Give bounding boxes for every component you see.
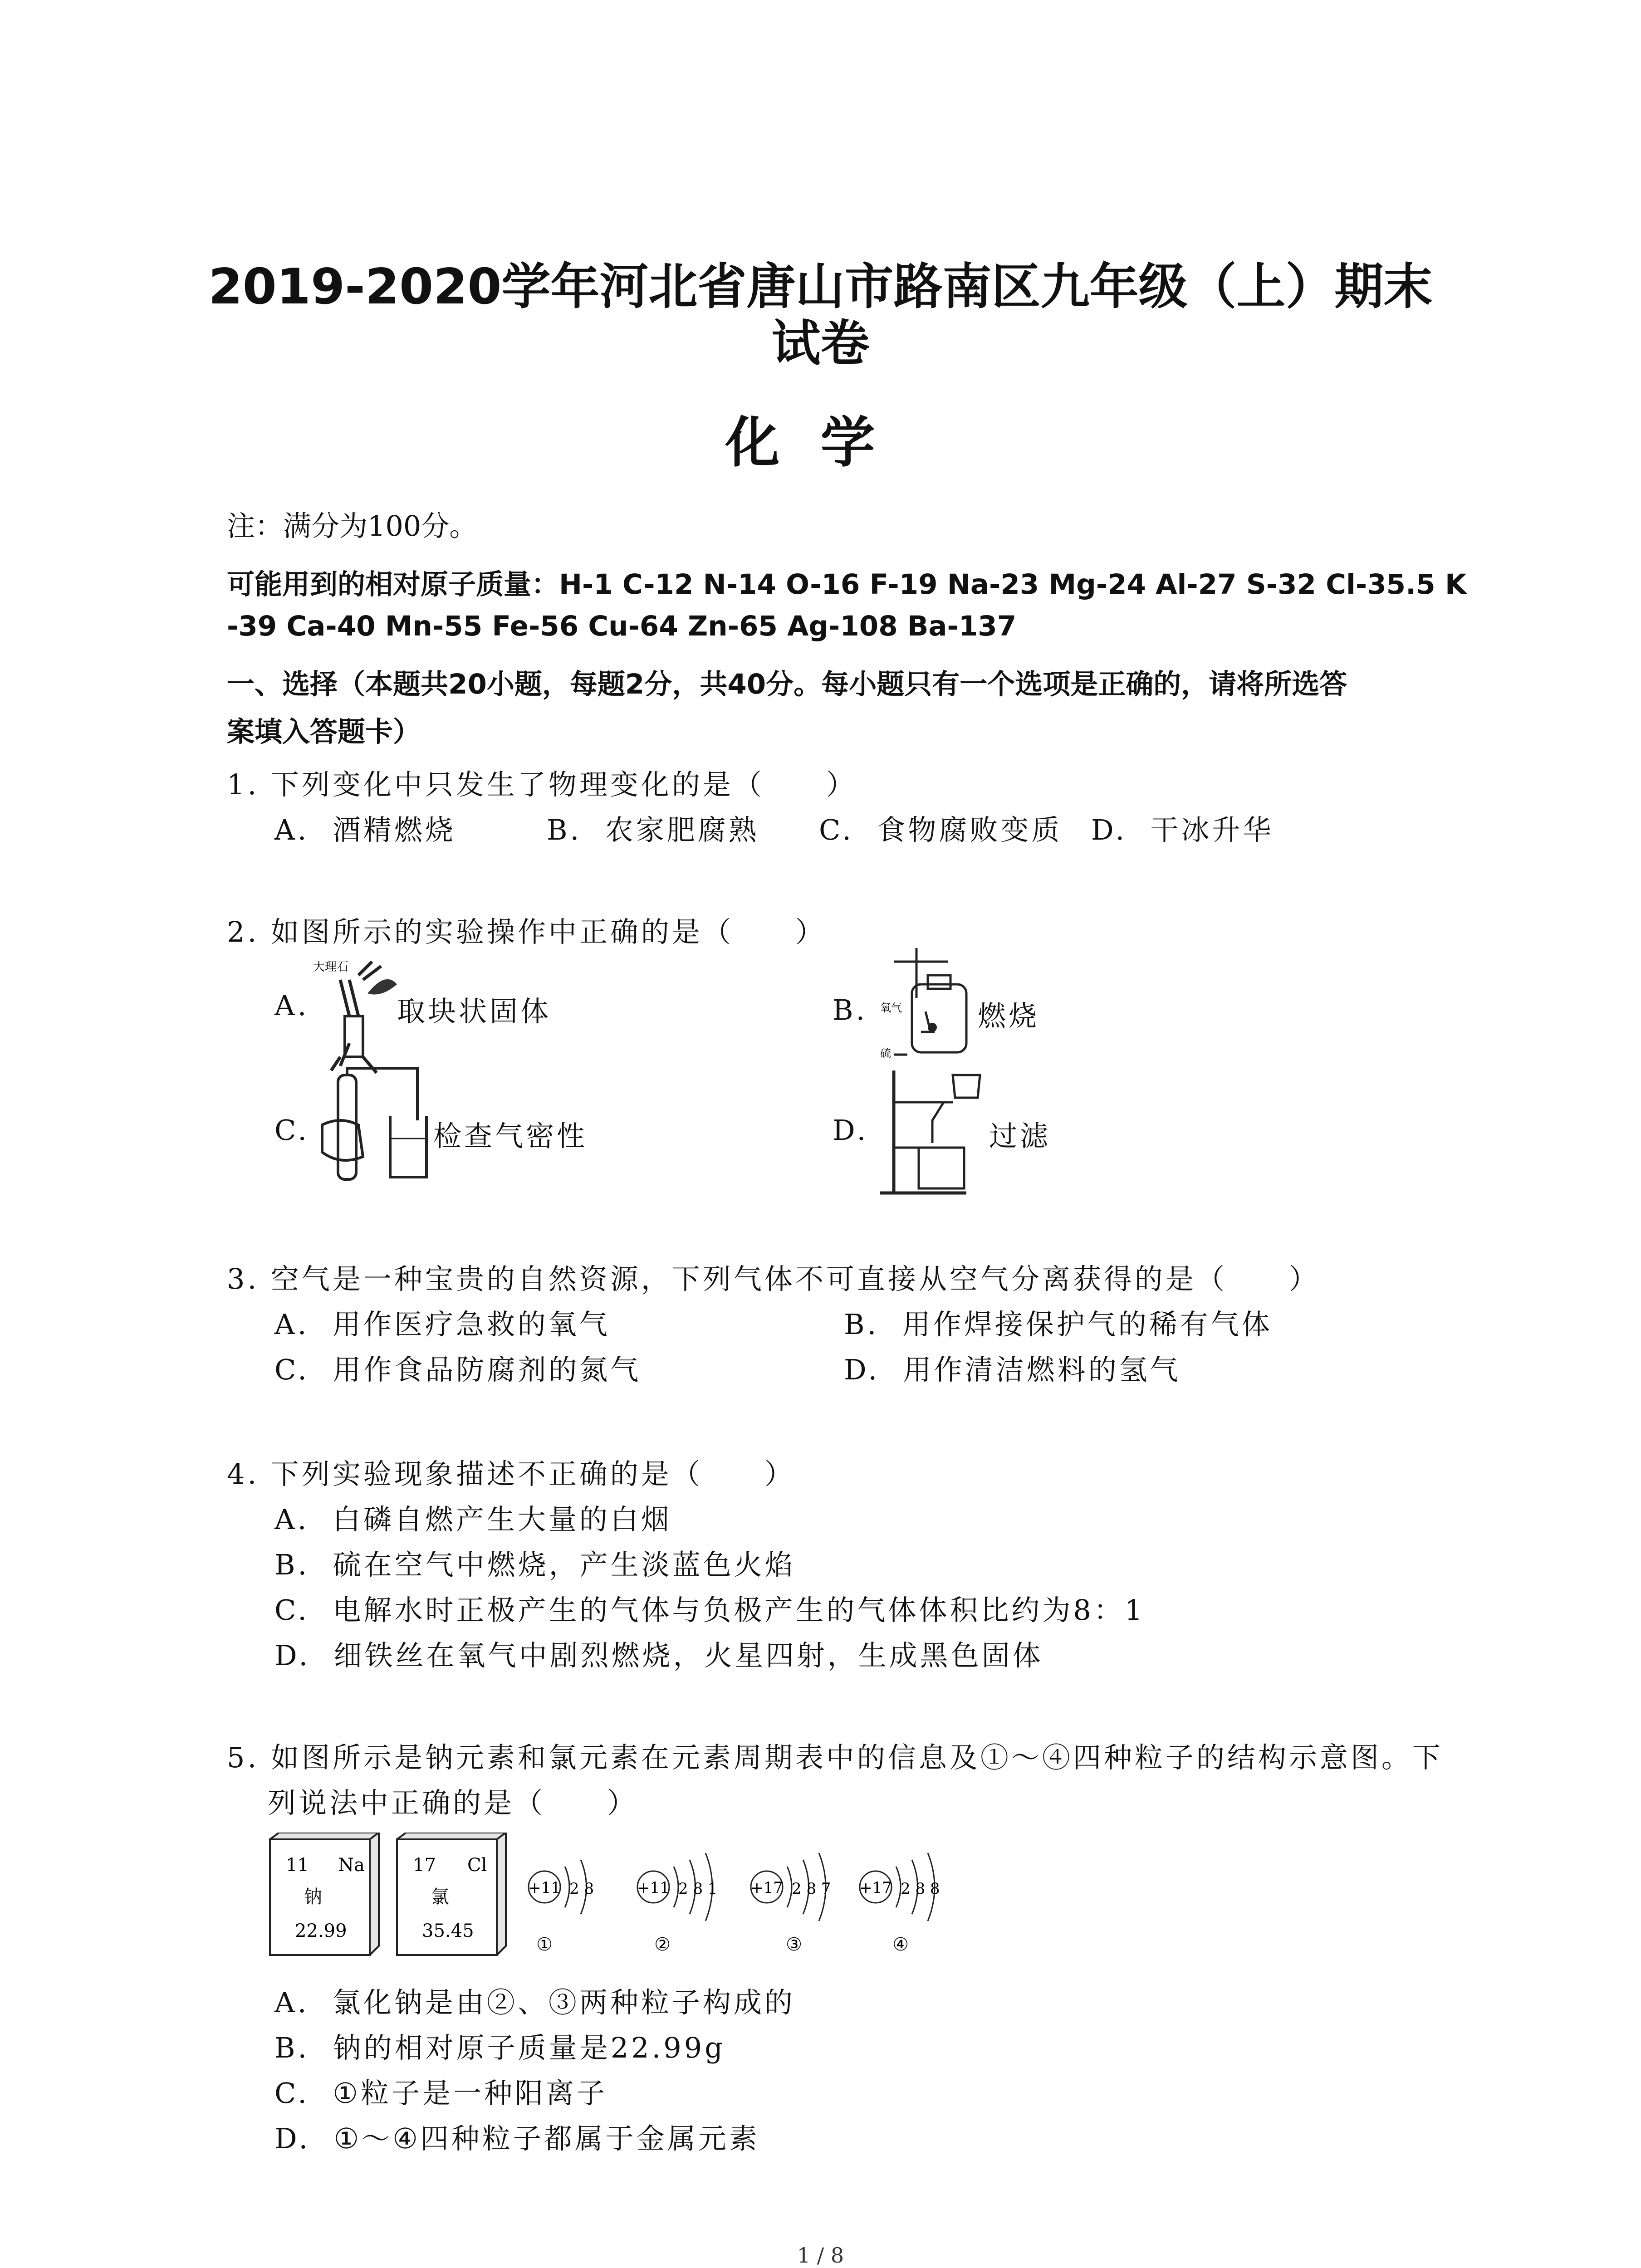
oxygen-label: 氧气	[880, 1002, 902, 1014]
q1-stem: 1. 下列变化中只发生了物理变化的是（ ）	[227, 768, 857, 801]
element-card-chlorine	[397, 1833, 506, 1955]
q4-option-c: C. 电解水时正极产生的气体与负极产生的气体体积比约为8：1	[274, 1593, 1146, 1627]
q3-option-a: A. 用作医疗急救的氧气	[274, 1308, 610, 1341]
q5-option-d: D. ①～④四种粒子都属于金属元素	[274, 2122, 760, 2155]
filtration-figure	[876, 1066, 994, 1202]
sulfur-burning-figure	[876, 943, 975, 1080]
q2-option-a-letter: A.	[274, 989, 309, 1022]
atomic-masses-line1: 可能用到的相对原子质量：H-1 C-12 N-14 O-16 F-19 Na-23 Mg-24 Al-27 S-32 Cl-35.5 K	[227, 568, 1467, 601]
q5-option-c: C. ①粒子是一种阳离子	[274, 2077, 607, 2110]
q2-option-b-letter: B.	[833, 993, 868, 1026]
particle-1-nucleus: +11	[528, 1879, 561, 1897]
subject-title: 化学	[725, 411, 916, 474]
particle-3	[750, 1853, 831, 1955]
q5-stem-line2: 列说法中正确的是（ ）	[268, 1786, 638, 1819]
particle-1-label: ①	[536, 1934, 553, 1955]
section-heading-line2: 案填入答题卡）	[227, 716, 421, 748]
particle-2-nucleus: +11	[637, 1879, 670, 1897]
particle-4	[859, 1853, 940, 1955]
section-heading-line1: 一、选择（本题共20小题，每题2分，共40分。每小题只有一个选项是正确的，请将所选答	[227, 668, 1347, 700]
q2-option-d-letter: D.	[833, 1114, 869, 1147]
element-cards-figure	[268, 1833, 513, 1964]
sodium-number: 11	[286, 1855, 309, 1876]
q1-option-c: C. 食物腐败变质	[819, 813, 1063, 846]
particle-3-nucleus: +17	[750, 1879, 783, 1897]
q5-option-a: A. 氯化钠是由②、③两种粒子构成的	[274, 1986, 795, 2019]
chlorine-number: 17	[413, 1855, 436, 1876]
q2-option-b-text: 燃烧	[978, 999, 1040, 1032]
page-number: 1 / 8	[797, 2243, 844, 2268]
page-title-line1: 2019-2020学年河北省唐山市路南区九年级（上）期末	[208, 259, 1433, 315]
q3-option-b: B. 用作焊接保护气的稀有气体	[844, 1308, 1273, 1341]
particle-3-label: ③	[786, 1934, 802, 1955]
q1-option-a: A. 酒精燃烧	[274, 813, 456, 846]
chlorine-name: 氯	[431, 1887, 449, 1907]
q2-option-d-text: 过滤	[989, 1119, 1051, 1153]
q3-option-c: C. 用作食品防腐剂的氮气	[274, 1353, 642, 1386]
q1-option-b: B. 农家肥腐熟	[547, 813, 759, 846]
chlorine-mass: 35.45	[422, 1921, 474, 1941]
atomic-masses-line2: -39 Ca-40 Mn-55 Fe-56 Cu-64 Zn-65 Ag-108 Ba-137	[227, 610, 1017, 642]
q2-stem: 2. 如图所示的实验操作中正确的是（ ）	[227, 915, 826, 948]
particle-2-shells: 2 8 1	[678, 1880, 718, 1898]
particle-2-label: ②	[654, 1934, 671, 1955]
sulfur-label: 硫	[880, 1047, 891, 1060]
page-title-line2: 试卷	[771, 315, 870, 372]
sodium-mass: 22.99	[295, 1921, 347, 1941]
q3-stem: 3. 空气是一种宝贵的自然资源，下列气体不可直接从空气分离获得的是（ ）	[227, 1262, 1320, 1295]
particle-1-shells: 2 8	[569, 1880, 594, 1898]
particle-4-nucleus: +17	[859, 1879, 892, 1897]
q4-option-a: A. 白磷自燃产生大量的白烟	[274, 1503, 672, 1536]
particle-4-shells: 2 8 8	[901, 1880, 940, 1898]
q5-stem-line1: 5. 如图所示是钠元素和氯元素在元素周期表中的信息及①～④四种粒子的结构示意图。下	[227, 1741, 1443, 1774]
q4-option-b: B. 硫在空气中燃烧，产生淡蓝色火焰	[274, 1548, 796, 1581]
marble-tube-figure	[313, 953, 404, 1075]
marble-label: 大理石	[313, 960, 349, 974]
q3-option-d: D. 用作清洁燃料的氢气	[844, 1353, 1181, 1386]
q2-option-a-text: 取块状固体	[397, 995, 552, 1028]
q4-stem: 4. 下列实验现象描述不正确的是（ ）	[227, 1457, 795, 1491]
chlorine-symbol: Cl	[467, 1855, 487, 1876]
q5-option-b: B. 钠的相对原子质量是22.99g	[274, 2031, 725, 2064]
sodium-name: 钠	[304, 1887, 322, 1907]
particle-4-label: ④	[892, 1934, 909, 1955]
particle-1	[528, 1860, 594, 1955]
q1-option-d: D. 干冰升华	[1091, 813, 1274, 846]
q2-option-c-letter: C.	[274, 1114, 309, 1147]
q2-option-c-text: 检查气密性	[433, 1119, 588, 1153]
score-note: 注：满分为100分。	[227, 509, 478, 543]
particle-structures-figure	[526, 1828, 962, 1964]
airtightness-figure	[313, 1066, 431, 1184]
q4-option-d: D. 细铁丝在氧气中剧烈燃烧，火星四射，生成黑色固体	[274, 1639, 1043, 1672]
element-card-sodium	[270, 1833, 379, 1955]
sodium-symbol: Na	[338, 1855, 365, 1876]
particle-2	[637, 1853, 717, 1955]
particle-3-shells: 2 8 7	[792, 1880, 831, 1898]
